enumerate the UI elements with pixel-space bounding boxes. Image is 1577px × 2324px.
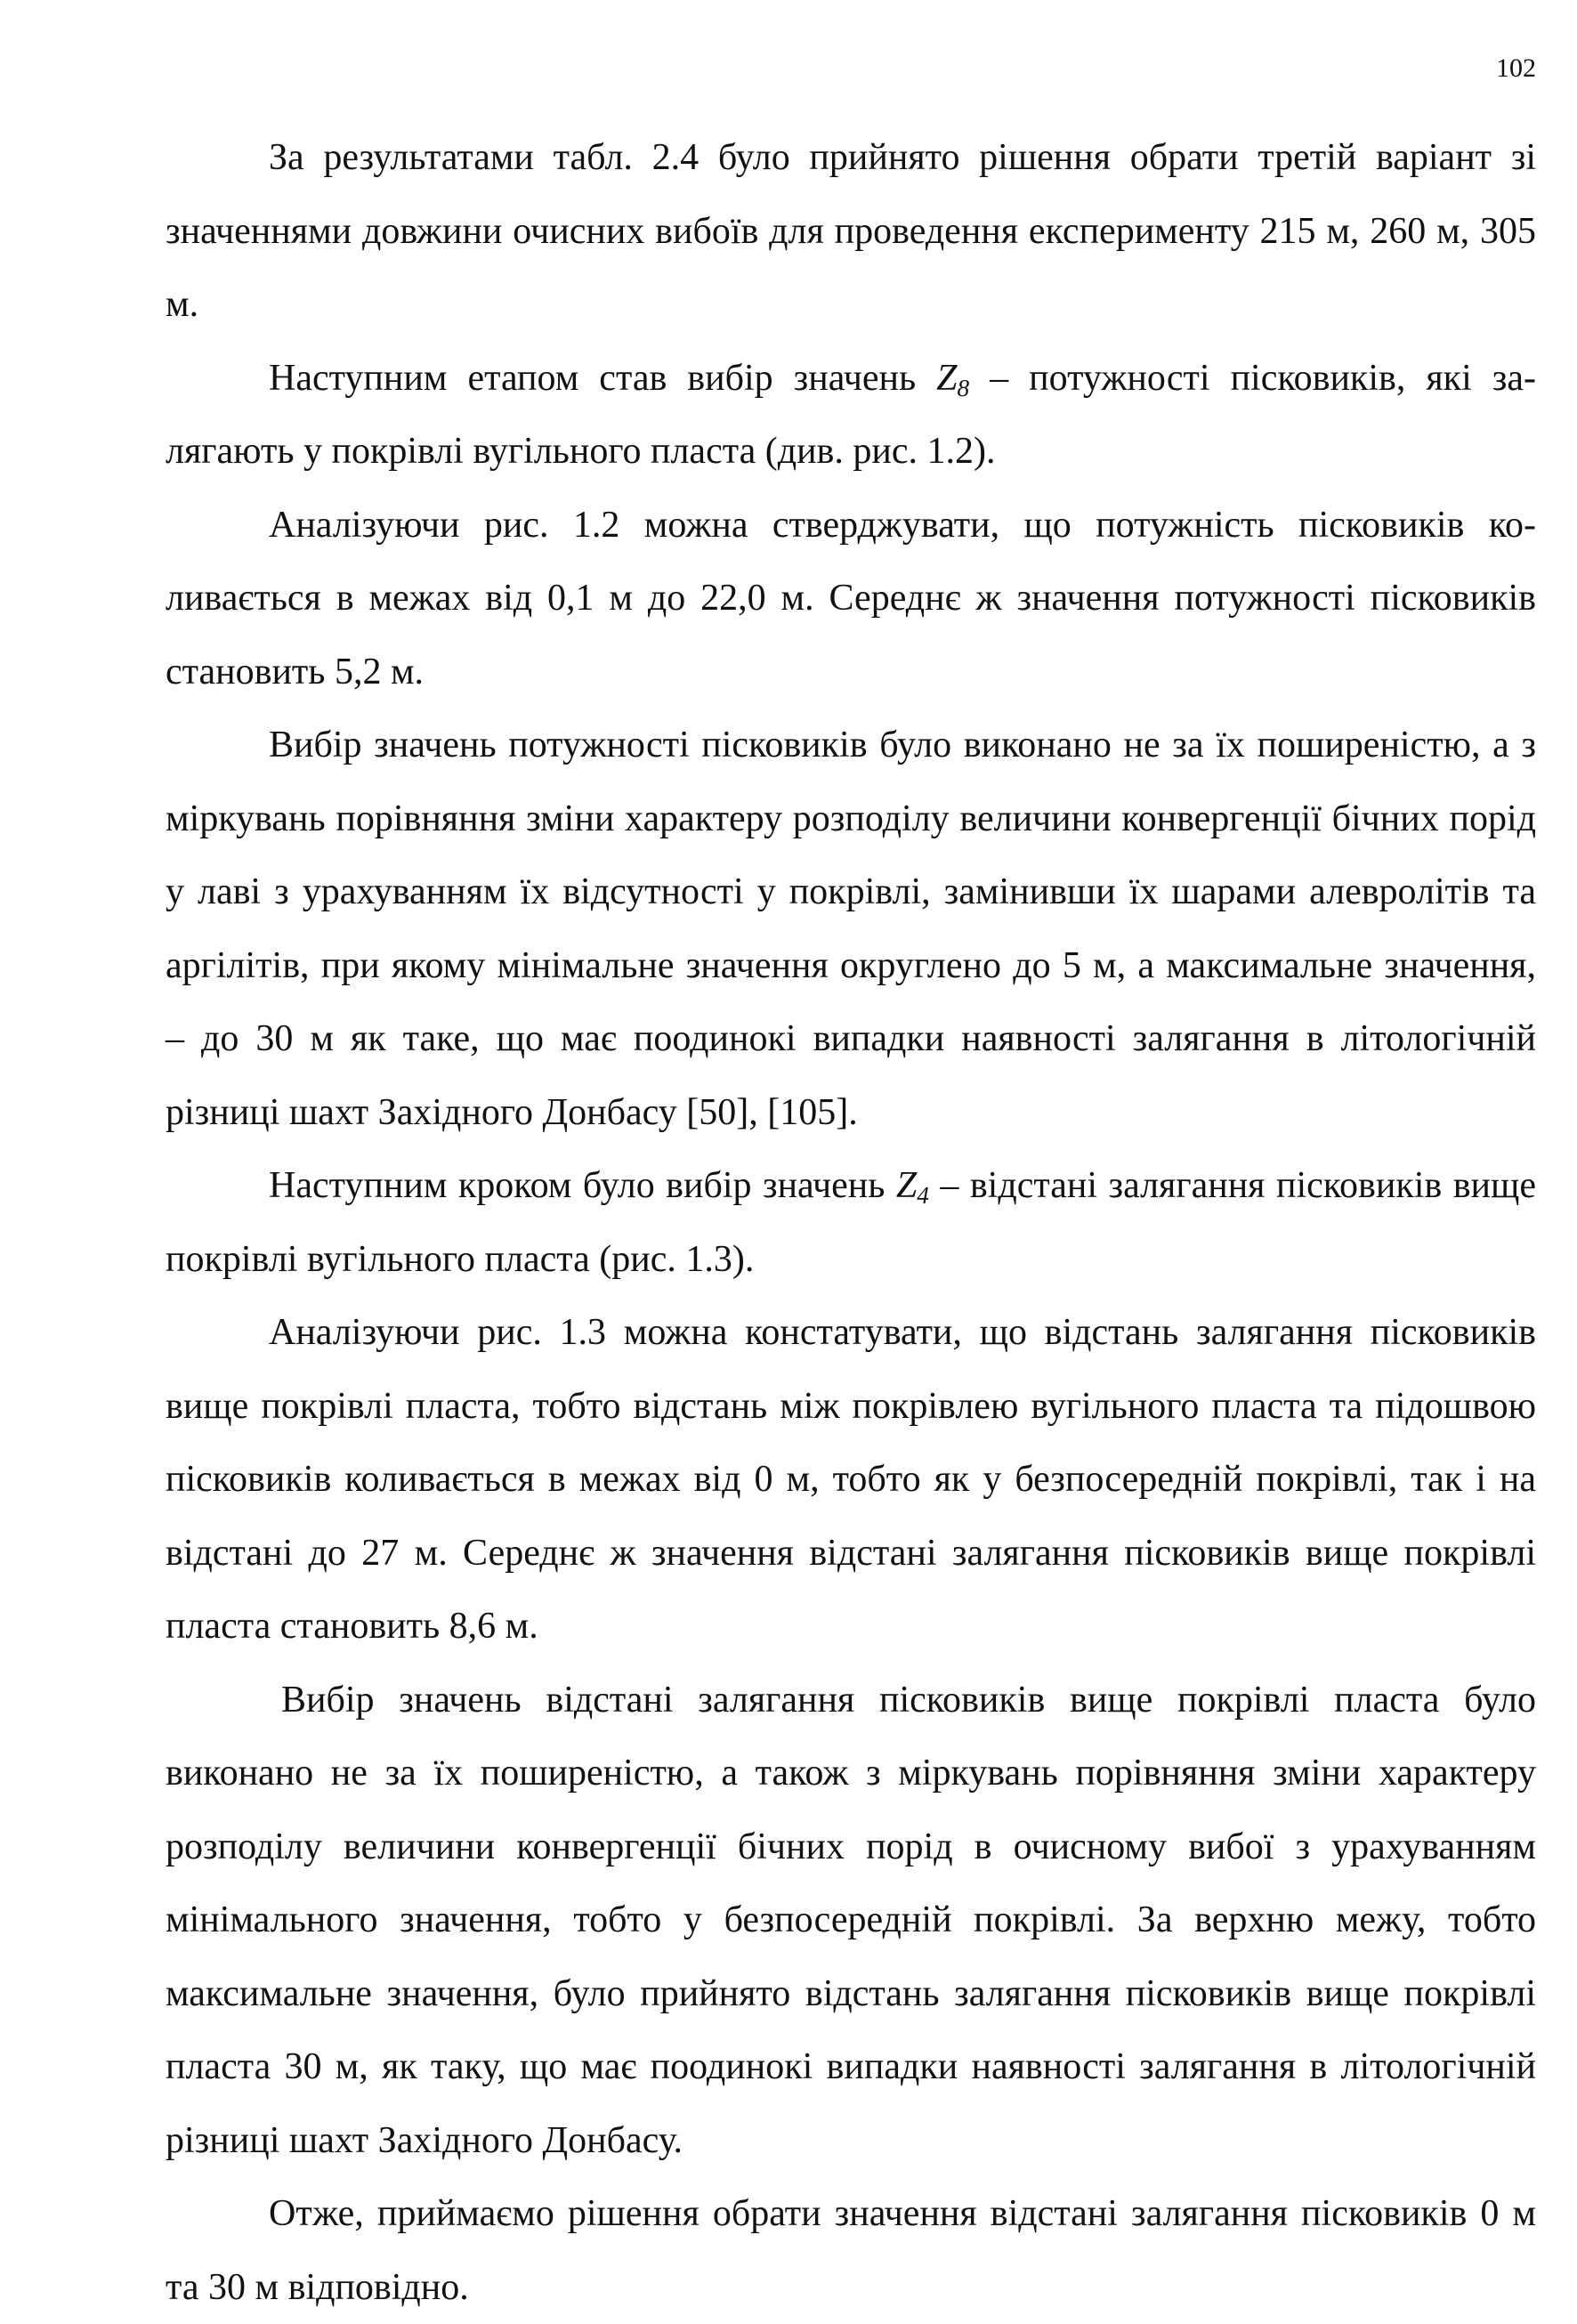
variable-z4 <box>895 1165 929 1209</box>
page-number: 102 <box>1496 53 1536 83</box>
paragraph-2-text-after: – потужності пісковиків, які залягають у покрівлі вугільного пласта (див. рис. 1.2). <box>166 357 1537 472</box>
paragraph-4: Вибір значень потужності пісковиків було виконано не за їх поширеністю, а з міркувань порівняння зміни характеру розподілу величини конвергенції бічних порід у лаві з урахуванням їх відсутності у покрівлі, замінивши їх шарами алевролітів та аргілітів, при якому мінімальне значення округлено до 5 м, а максимальне значення, – до 30 м як таке, що має поодинокі випадки наявності залягання в літологічній різниці шахт Західного Донбасу [50], [105]. <box>166 725 1536 1133</box>
variable-z8-symbol: Z <box>936 357 958 399</box>
page-body <box>166 121 1536 2324</box>
paragraph-2 <box>166 342 1536 489</box>
paragraph-5 <box>166 1149 1536 1296</box>
paragraph-5-text-before: Наступним кроком було вибір значень <box>269 1165 896 1206</box>
variable-z8 <box>936 358 969 399</box>
paragraph-5-text-after: – відстані залягання пісковиків вище покрівлі вугільного пласта (рис. 1.3). <box>166 1165 1537 1280</box>
paragraph-3: Аналізуючи рис. 1.2 можна стверджувати, що потужність пісковиків коливається в межах від 0,1 м до 22,0 м. Середнє ж значення потужності пісковиків становить 5,2 м. <box>166 504 1536 692</box>
paragraph-1: За результатами табл. 2.4 було прийнято рішення обрати третій варіант зі значеннями довжини очисних вибоїв для проведення експерименту 215 м, 260 м, 305 м. <box>166 137 1536 325</box>
variable-z4-subscript: 4 <box>917 1181 929 1209</box>
variable-z8-subscript: 8 <box>957 374 970 401</box>
paragraph-6: Аналізуючи рис. 1.3 можна констатувати, що відстань залягання пісковиків вище покрівлі пласта, тобто відстань між покрівлею вугільного пласта та підошвою пісковиків коливається в межах від 0 м, тобто як у безпосередній покрівлі, так і на відстані до 27 м. Середнє ж значення відстані залягання пісковиків вище покрівлі пласта становить 8,6 м. <box>166 1312 1536 1647</box>
paragraph-8: Отже, приймаємо рішення обрати значення відстані залягання пісковиків 0 м та 30 м відповідно. <box>166 2193 1536 2308</box>
variable-z4-symbol: Z <box>895 1165 918 1206</box>
paragraph-2-text-before: Наступним етапом став вибір значень <box>269 357 937 399</box>
paragraph-7: Вибір значень відстані залягання пісковиків вище покрівлі пласта було виконано не за їх поширеністю, а також з міркувань порівняння зміни характеру розподілу величини конвергенції бічних порід в очисному вибої з урахуванням мінімального значення, тобто у безпосередній покрівлі. За верхню межу, тобто максимальне значення, було прийнято відстань залягання пісковиків вище покрівлі пласта 30 м, як таку, що має поодинокі випадки наявності залягання в літологічній різниці шахт Західного Донбасу. <box>166 1679 1536 2161</box>
